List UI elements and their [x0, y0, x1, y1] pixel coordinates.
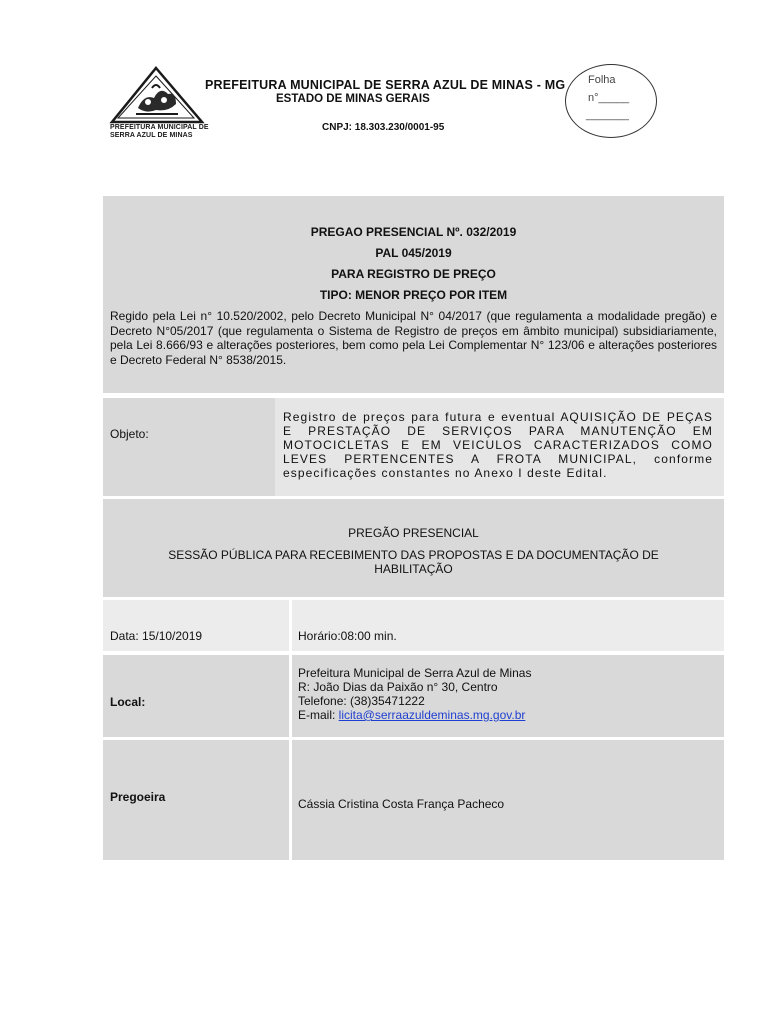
sessao-box — [103, 499, 724, 597]
local-phone: Telefone: (38)35471222 — [298, 694, 425, 708]
session-time: Horário:08:00 min. — [298, 629, 397, 643]
pregao-box — [103, 196, 724, 393]
pregoeira-name: Cássia Cristina Costa França Pacheco — [298, 797, 505, 811]
pregoeira-label: Pregoeira — [110, 790, 166, 804]
header-title: PREFEITURA MUNICIPAL DE SERRA AZUL DE MINAS - MG — [205, 78, 566, 92]
email-prefix: E-mail: — [298, 708, 339, 722]
schedule-divider — [289, 600, 292, 651]
logo-caption-line2: SERRA AZUL DE MINAS — [110, 132, 193, 139]
logo-caption-line1: PREFEITURA MUNICIPAL DE — [110, 124, 209, 131]
sessao-subtitle: SESSÃO PÚBLICA PARA RECEBIMENTO DAS PROPOSTAS E DA DOCUMENTAÇÃO DE HABILITAÇÃO — [168, 548, 659, 576]
tipo-menor-preco: TIPO: MENOR PREÇO POR ITEM — [319, 288, 508, 302]
pregoeira-box — [103, 740, 724, 860]
folha-line: _______ — [586, 109, 629, 121]
schedule-box — [103, 600, 724, 651]
registro-preco: PARA REGISTRO DE PREÇO — [331, 267, 496, 281]
objeto-cell — [275, 398, 724, 496]
folha-number: n°_____ — [588, 92, 630, 104]
local-address: R: João Dias da Paixão n° 30, Centro — [298, 680, 498, 694]
sessao-title: PREGÃO PRESENCIAL — [348, 526, 479, 540]
pregao-number: PREGAO PRESENCIAL Nº. 032/2019 — [310, 225, 517, 239]
email-link[interactable]: licita@serraazuldeminas.mg.gov.br — [338, 708, 526, 722]
folha-stamp — [565, 64, 657, 138]
objeto-label: Objeto: — [110, 427, 149, 441]
local-info — [298, 666, 531, 722]
logo-caption — [110, 124, 210, 140]
document-header — [0, 0, 770, 190]
local-box — [103, 655, 724, 737]
pal-number: PAL 045/2019 — [375, 246, 452, 260]
objeto-box — [103, 398, 724, 496]
objeto-text: Registro de preços para futura e eventual AQUISIÇÃO DE PEÇAS E PRESTAÇÃO DE SERVIÇOS PARA MANUTENÇÃO EM MOTOCICLETAS E EM VEICULOS CARACTERIZADOS COMO LEVES PERTENCENTES A FROTA MUNICIPAL, conforme especificações constantes no Anexo I deste Edital. — [283, 410, 713, 480]
header-cnpj: CNPJ: 18.303.230/0001-95 — [322, 122, 445, 133]
folha-label: Folha — [588, 74, 616, 86]
local-name: Prefeitura Municipal de Serra Azul de Minas — [298, 666, 532, 680]
local-divider — [289, 655, 292, 737]
header-state: ESTADO DE MINAS GERAIS — [276, 93, 430, 105]
session-date: Data: 15/10/2019 — [110, 629, 203, 643]
pregoeira-divider — [289, 740, 292, 860]
legal-basis-text: Regido pela Lei n° 10.520/2002, pelo Decreto Municipal N° 04/2017 (que regulamenta a modalidade pregão) e Decreto N°05/2017 (que regulamenta o Sistema de Registro de preços em âmbito municipal) subsidiariamente, pela Lei 8.666/93 e alterações posteriores, bem como pela Lei Complementar N° 123/06 e alterações posteriores e Decreto Federal N° 8538/2015. — [110, 309, 717, 367]
local-email-row — [298, 708, 531, 722]
local-label: Local: — [110, 695, 146, 709]
